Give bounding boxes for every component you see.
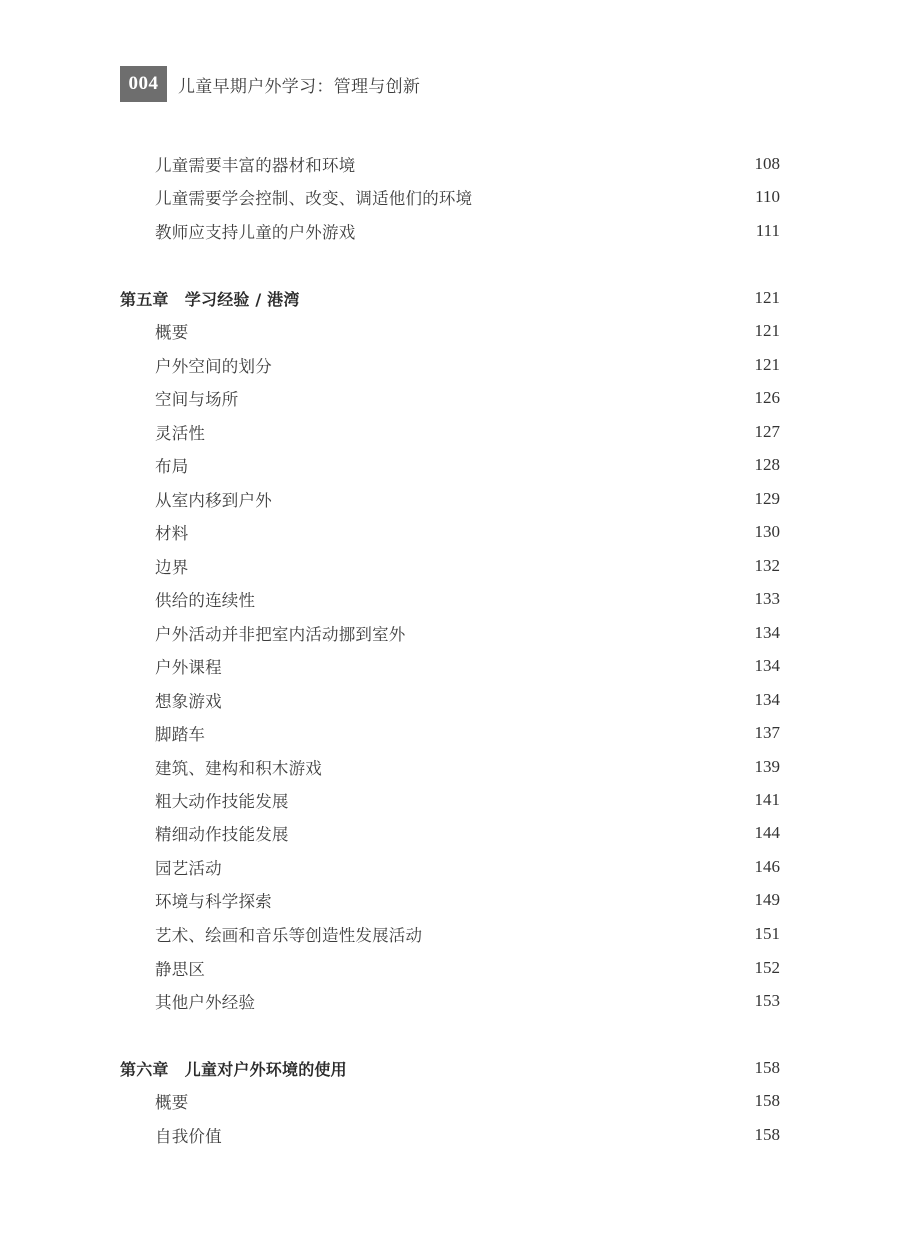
toc-page-number: 158 [754,1058,780,1077]
toc-page-number: 134 [754,656,780,675]
toc-entry-row[interactable] [120,553,780,579]
page-number: 004 [120,66,167,102]
toc-entry-title: 边界 [155,558,189,577]
toc-entry-row[interactable] [120,887,780,913]
toc-entry-row[interactable] [120,720,780,746]
toc-page-number: 137 [754,723,780,742]
toc-entry-row[interactable] [120,184,780,210]
toc-entry-title: 灵活性 [155,424,206,443]
toc-entry-title: 其他户外经验 [155,993,256,1012]
toc-page-number: 121 [754,321,780,340]
toc-entry-title: 艺术、绘画和音乐等创造性发展活动 [155,926,423,945]
toc-page-number: 108 [754,154,780,173]
toc-entry-title: 粗大动作技能发展 [155,792,289,811]
toc-entry-row[interactable] [120,151,780,177]
toc-entry-title: 布局 [155,457,189,476]
toc-page-number: 158 [754,1091,780,1110]
toc-entry-title: 环境与科学探索 [155,892,272,911]
toc-entry-title: 想象游戏 [155,692,222,711]
toc-page-number: 146 [754,857,780,876]
toc-page-number: 133 [754,589,780,608]
toc-entry-row[interactable] [120,988,780,1014]
toc-chapter-title: 第五章 学习经验 / 港湾 [120,289,300,309]
book-title: 儿童早期户外学习：管理与创新 [178,76,421,97]
toc-entry-row[interactable] [120,754,780,780]
toc-page-number: 134 [754,690,780,709]
toc-entry-row[interactable] [120,352,780,378]
toc-entry-title: 概要 [155,323,189,342]
toc-page-number: 152 [754,958,780,977]
toc-entry-row[interactable] [120,854,780,880]
toc-entry-row[interactable] [120,419,780,445]
toc-page-number: 130 [754,522,780,541]
toc-page-number: 139 [754,757,780,776]
toc-entry-row[interactable] [120,1122,780,1148]
toc-entry-title: 园艺活动 [155,859,222,878]
toc-entry-title: 教师应支持儿童的户外游戏 [155,223,356,242]
toc-entry-row[interactable] [120,318,780,344]
toc-entry-title: 材料 [155,524,189,543]
toc-entry-title: 供给的连续性 [155,591,256,610]
toc-entry-title: 户外课程 [155,658,222,677]
toc-entry-row[interactable] [120,620,780,646]
toc-entry-title: 儿童需要丰富的器材和环境 [155,156,356,175]
toc-entry-title: 空间与场所 [155,390,239,409]
toc-page-number: 132 [754,556,780,575]
toc-entry-row[interactable] [120,486,780,512]
toc-page-number: 153 [754,991,780,1010]
toc-page-number: 111 [755,221,780,240]
toc-entry-title: 精细动作技能发展 [155,825,289,844]
toc-entry-row[interactable] [120,586,780,612]
toc-entry-row[interactable] [120,218,780,244]
toc-page-number: 158 [754,1125,780,1144]
toc-page-number: 126 [754,388,780,407]
toc-entry-title: 从室内移到户外 [155,491,272,510]
toc-page-number: 149 [754,890,780,909]
toc-entry-row[interactable] [120,787,780,813]
toc-page-number: 151 [754,924,780,943]
toc-entry-title: 户外活动并非把室内活动挪到室外 [155,625,406,644]
toc-entry-row[interactable] [120,452,780,478]
toc-page-number: 128 [754,455,780,474]
toc-entry-row[interactable] [120,921,780,947]
toc-entry-row[interactable] [120,1088,780,1114]
toc-chapter-row[interactable] [120,285,780,311]
toc-page-number: 110 [755,187,780,206]
toc-entry-title: 户外空间的划分 [155,357,272,376]
toc-chapter-title: 第六章 儿童对户外环境的使用 [120,1059,347,1079]
toc-page-number: 121 [754,355,780,374]
toc-page-number: 129 [754,489,780,508]
toc-entry-title: 自我价值 [155,1127,222,1146]
toc-entry-row[interactable] [120,385,780,411]
toc-page-number: 144 [754,823,780,842]
toc-chapter-row[interactable] [120,1055,780,1081]
toc-page-number: 134 [754,623,780,642]
toc-entry-row[interactable] [120,519,780,545]
toc-entry-title: 静思区 [155,960,206,979]
toc-entry-title: 脚踏车 [155,725,206,744]
toc-entry-row[interactable] [120,687,780,713]
toc-entry-title: 儿童需要学会控制、改变、调适他们的环境 [155,189,473,208]
toc-page-number: 127 [754,422,780,441]
toc-page-number: 121 [754,288,780,307]
toc-page-number: 141 [754,790,780,809]
toc-entry-title: 概要 [155,1093,189,1112]
toc-entry-title: 建筑、建构和积木游戏 [155,759,322,778]
page-header [120,66,420,102]
toc-entry-row[interactable] [120,955,780,981]
toc-entry-row[interactable] [120,820,780,846]
toc-entry-row[interactable] [120,653,780,679]
